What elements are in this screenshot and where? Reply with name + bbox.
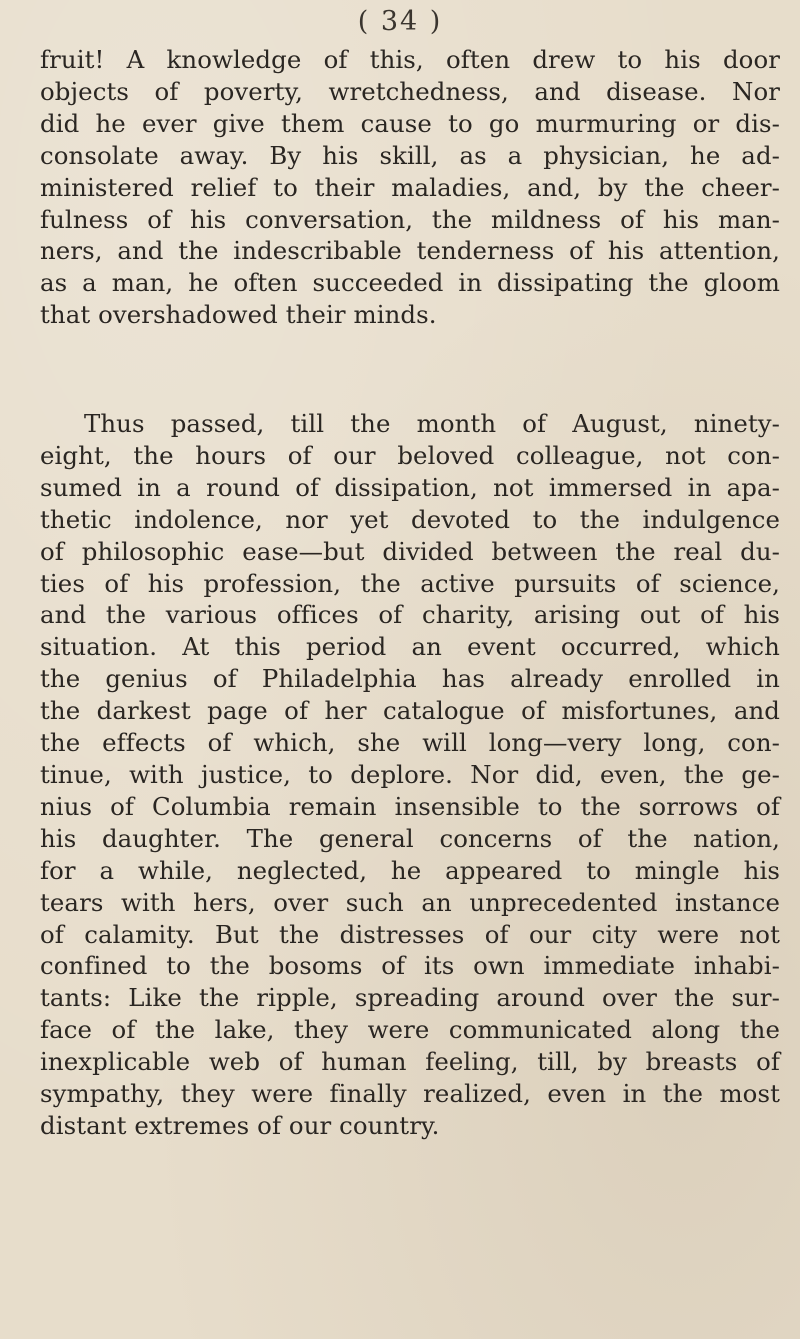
- page-number: ( 34 ): [357, 6, 443, 37]
- text-line: situation. At this period an event occurred, which: [40, 632, 780, 662]
- text-line: did he ever give them cause to go murmuring or dis-: [40, 108, 780, 138]
- text-line: for a while, neglected, he appeared to mingle his: [40, 855, 780, 885]
- text-line: of philosophic ease—but divided between the real du-: [40, 536, 780, 566]
- text-line: face of the lake, they were communicated along the: [40, 1015, 780, 1045]
- text-line: ners, and the indescribable tenderness of his attention,: [40, 236, 780, 266]
- text-line: ministered relief to their maladies, and, by the cheer-: [40, 172, 780, 202]
- text-line: of calamity. But the distresses of our city were not: [40, 919, 780, 949]
- text-line: confined to the bosoms of its own immediate inhabi-: [40, 951, 780, 981]
- text-line: Thus passed, till the month of August, ninety-: [84, 409, 780, 438]
- text-line: consolate away. By his skill, as a physician, he ad-: [40, 140, 780, 170]
- text-line: tears with hers, over such an unprecedented instance: [40, 887, 780, 917]
- text-line: thetic indolence, nor yet devoted to the indulgence: [40, 504, 780, 534]
- text-line: that overshadowed their minds.: [40, 300, 437, 330]
- paragraph-1: [40, 44, 780, 331]
- text-line: fulness of his conversation, the mildness of his man-: [40, 204, 780, 234]
- text-line: tinue, with justice, to deplore. Nor did, even, the ge-: [40, 759, 780, 789]
- text-line: tants: Like the ripple, spreading around over the sur-: [40, 983, 780, 1013]
- text-line: the genius of Philadelphia has already enrolled in: [40, 664, 780, 694]
- text-line: and the various offices of charity, arising out of his: [40, 600, 780, 630]
- text-line: distant extremes of our country.: [40, 1110, 440, 1140]
- text-line: objects of poverty, wretchedness, and disease. Nor: [40, 76, 780, 106]
- text-line: inexplicable web of human feeling, till, by breasts of: [40, 1047, 780, 1077]
- text-line: ties of his profession, the active pursuits of science,: [40, 568, 780, 598]
- text-line: sympathy, they were finally realized, even in the most: [40, 1079, 780, 1109]
- text-line: eight, the hours of our beloved colleague, not con-: [40, 440, 780, 470]
- text-line: fruit! A knowledge of this, often drew to his door: [40, 45, 780, 74]
- paragraph-2: [40, 408, 780, 1142]
- text-line: as a man, he often succeeded in dissipating the gloom: [40, 268, 780, 298]
- text-line: the darkest page of her catalogue of misfortunes, and: [40, 696, 780, 726]
- text-line: sumed in a round of dissipation, not immersed in apa-: [40, 472, 780, 502]
- text-line: the effects of which, she will long—very long, con-: [40, 728, 780, 758]
- text-line: nius of Columbia remain insensible to the sorrows of: [40, 791, 780, 821]
- text-line: his daughter. The general concerns of the nation,: [40, 823, 780, 853]
